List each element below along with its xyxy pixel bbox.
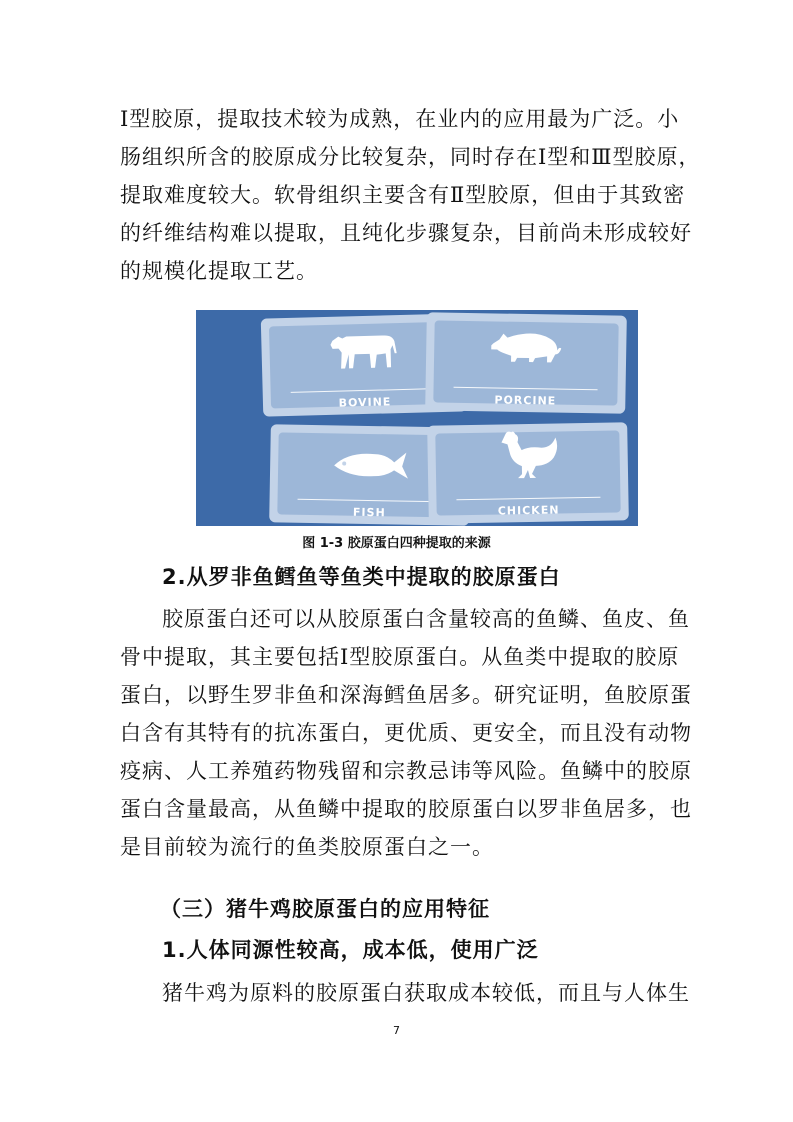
text-line: 胶原蛋白还可以从胶原蛋白含量较高的鱼鳞、鱼皮、鱼 [162, 607, 690, 631]
divider [454, 387, 598, 391]
divider [298, 499, 442, 503]
fish-icon [330, 443, 411, 484]
text-line: 疫病、人工养殖药物残留和宗教忌讳等风险。鱼鳞中的胶原 [120, 759, 692, 783]
text-line: 的规模化提取工艺。 [120, 259, 318, 283]
paragraph-collagen-types [120, 100, 701, 290]
tile-label-bovine: BOVINE [338, 395, 392, 410]
divider [291, 388, 439, 393]
text-line: 蛋白，以野生罗非鱼和深海鳕鱼居多。研究证明，鱼胶原蛋 [120, 683, 692, 707]
pig-icon [489, 325, 564, 366]
text-line: 是目前较为流行的鱼类胶原蛋白之一。 [120, 835, 494, 859]
text-line: Ⅰ型胶原，提取技术较为成熟，在业内的应用最为广泛。小 [120, 107, 680, 131]
tile-label-porcine: PORCINE [494, 393, 557, 408]
cow-icon [328, 327, 399, 373]
chicken-icon [495, 427, 560, 482]
text-line: 肠组织所含的胶原成分比较复杂，同时存在Ⅰ型和Ⅲ型胶原， [120, 145, 701, 169]
tile-chicken [427, 422, 629, 523]
page-number: 7 [393, 1024, 400, 1037]
text-line: 提取难度较大。软骨组织主要含有Ⅱ型胶原，但由于其致密 [120, 183, 686, 207]
text-line: 的纤维结构难以提取，且纯化步骤复杂，目前尚未形成较好 [120, 221, 692, 245]
text-line: 蛋白含量最高，从鱼鳞中提取的胶原蛋白以罗非鱼居多，也 [120, 797, 692, 821]
text-line: 骨中提取，其主要包括Ⅰ型胶原蛋白。从鱼类中提取的胶原 [120, 645, 680, 669]
section-heading-application: （三）猪牛鸡胶原蛋白的应用特征 [160, 897, 490, 921]
paragraph-pig-cow-chicken [120, 974, 690, 1012]
tile-porcine [425, 312, 627, 413]
text-line: 猪牛鸡为原料的胶原蛋白获取成本较低，而且与人体生 [162, 981, 690, 1005]
collagen-sources-figure [196, 310, 638, 526]
text-line: 白含有其特有的抗冻蛋白，更优质、更安全，而且没有动物 [120, 721, 692, 745]
subsection-heading-homology: 1.人体同源性较高，成本低，使用广泛 [162, 938, 539, 962]
divider [456, 497, 600, 501]
paragraph-fish-collagen [120, 600, 692, 866]
tile-label-fish: FISH [352, 505, 386, 520]
section-heading-fish-collagen: 2.从罗非鱼鳕鱼等鱼类中提取的胶原蛋白 [162, 565, 561, 589]
tile-label-chicken: CHICKEN [497, 503, 560, 518]
figure-caption: 图 1-3 胶原蛋白四种提取的来源 [302, 536, 491, 551]
